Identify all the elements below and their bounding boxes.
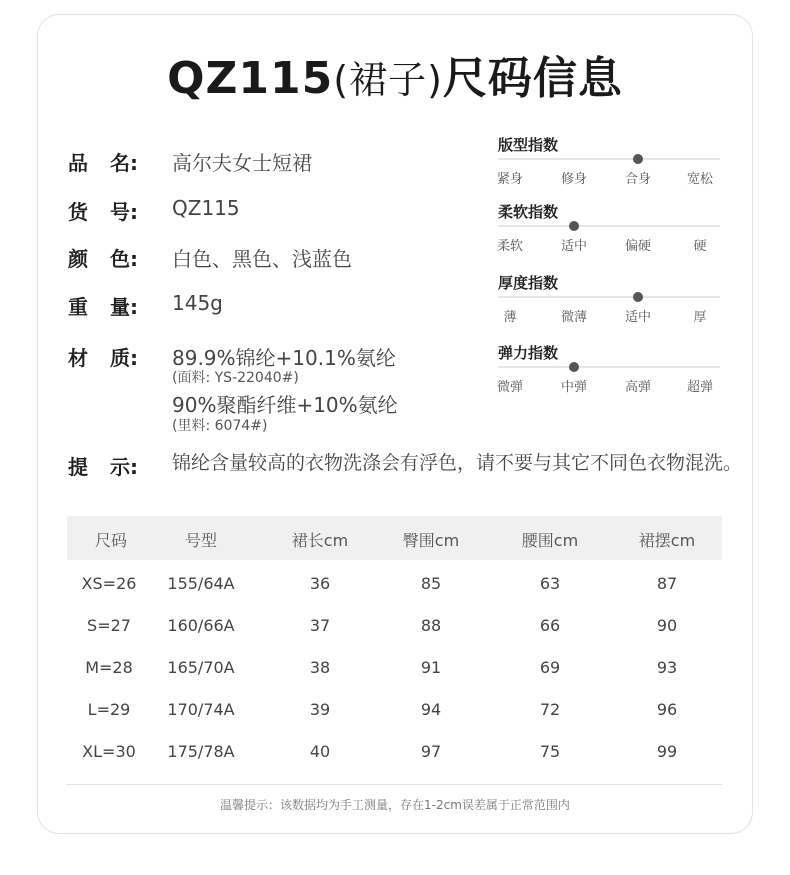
column-header: 号型 — [184, 531, 218, 550]
info-value: 145g — [172, 291, 223, 315]
info-value: 白色、黑色、浅蓝色 — [172, 247, 352, 271]
column-header: 腰围cm — [521, 531, 579, 550]
table-cell: 88 — [420, 616, 442, 635]
table-cell: 39 — [309, 700, 331, 719]
table-cell: 97 — [420, 742, 442, 761]
index-track — [498, 366, 720, 368]
table-cell: S=27 — [87, 616, 131, 635]
index-label: 适中 — [624, 310, 652, 325]
title-code: QZ115 — [167, 53, 334, 104]
table-cell: L=29 — [87, 700, 131, 719]
info-row-weight — [68, 291, 223, 320]
info-label: 提 示: — [68, 455, 138, 479]
table-cell: 85 — [420, 574, 442, 593]
info-row-color — [68, 243, 352, 272]
material-value-lining: 90%聚酯纤维+10%氨纶 — [172, 393, 398, 417]
index-track — [498, 158, 720, 160]
table-row — [67, 608, 722, 650]
info-label: 品 名: — [68, 151, 138, 175]
material-sub-shell: (面料: YS-22040#) — [172, 370, 299, 386]
table-cell: 38 — [309, 658, 331, 677]
table-cell: 72 — [539, 700, 561, 719]
material-value-shell: 89.9%锦纶+10.1%氨纶 — [172, 346, 396, 370]
index-track — [498, 225, 720, 227]
table-cell: XL=30 — [82, 742, 136, 761]
table-cell: 37 — [309, 616, 331, 635]
index-marker — [633, 154, 643, 164]
index-label: 偏硬 — [624, 239, 652, 254]
table-cell: 96 — [656, 700, 678, 719]
table-cell: 69 — [539, 658, 561, 677]
info-value: QZ115 — [172, 196, 240, 220]
info-value: 高尔夫女士短裙 — [172, 151, 312, 175]
tip-value: 锦纶含量较高的衣物洗涤会有浮色，请不要与其它不同色衣物混洗。 — [172, 452, 743, 474]
table-row — [67, 566, 722, 608]
column-header: 裙摆cm — [638, 531, 696, 550]
index-labels — [492, 168, 724, 188]
info-label: 材 质: — [68, 346, 138, 370]
size-table — [67, 516, 722, 776]
info-row-material — [68, 342, 398, 434]
index-label: 微弹 — [496, 380, 524, 395]
index-title: 柔软指数 — [498, 203, 559, 221]
table-cell: 94 — [420, 700, 442, 719]
index-title: 弹力指数 — [498, 344, 559, 362]
table-cell: 170/74A — [167, 700, 235, 719]
index-labels — [492, 376, 724, 396]
index-label: 修身 — [560, 172, 588, 187]
material-sub-lining: (里料: 6074#) — [172, 418, 268, 434]
table-row — [67, 650, 722, 692]
index-label: 薄 — [503, 310, 517, 325]
table-cell: 66 — [539, 616, 561, 635]
table-cell: 165/70A — [167, 658, 235, 677]
index-label: 硬 — [693, 239, 707, 254]
index-label: 合身 — [624, 172, 652, 187]
table-cell: 36 — [309, 574, 331, 593]
index-label: 柔软 — [496, 239, 524, 254]
info-label: 货 号: — [68, 200, 138, 224]
table-row — [67, 692, 722, 734]
index-labels — [492, 306, 724, 326]
column-header: 臀围cm — [402, 531, 460, 550]
table-cell: 87 — [656, 574, 678, 593]
index-label: 宽松 — [686, 172, 714, 187]
title-category: (裙子) — [333, 58, 443, 102]
table-cell: 160/66A — [167, 616, 235, 635]
table-cell: 75 — [539, 742, 561, 761]
index-title: 版型指数 — [498, 136, 559, 154]
info-row-tip — [68, 451, 152, 480]
index-label: 紧身 — [496, 172, 524, 187]
table-cell: 175/78A — [167, 742, 235, 761]
index-label: 厚 — [693, 310, 707, 325]
index-marker — [569, 221, 579, 231]
info-label: 重 量: — [68, 295, 138, 319]
column-header: 尺码 — [94, 531, 128, 550]
index-track — [498, 296, 720, 298]
index-label: 超弹 — [686, 380, 714, 395]
index-title: 厚度指数 — [498, 274, 559, 292]
table-header — [67, 516, 722, 560]
index-label: 微薄 — [560, 310, 588, 325]
table-cell: 90 — [656, 616, 678, 635]
measurement-note: 温馨提示：该数据均为手工测量，存在1-2cm误差属于正常范围内 — [220, 798, 570, 812]
info-label: 颜 色: — [68, 247, 138, 271]
index-marker — [569, 362, 579, 372]
index-label: 适中 — [560, 239, 588, 254]
index-label: 中弹 — [560, 380, 588, 395]
info-row-sku — [68, 196, 240, 225]
title-text: 尺码信息 — [442, 53, 623, 104]
table-cell: 155/64A — [167, 574, 235, 593]
table-divider — [67, 784, 722, 785]
table-cell: 40 — [309, 742, 331, 761]
table-cell: 91 — [420, 658, 442, 677]
index-marker — [633, 292, 643, 302]
info-row-name — [68, 147, 312, 176]
page-title — [0, 42, 790, 106]
index-labels — [492, 235, 724, 255]
table-cell: 63 — [539, 574, 561, 593]
index-label: 高弹 — [624, 380, 652, 395]
table-cell: 93 — [656, 658, 678, 677]
table-row — [67, 734, 722, 776]
column-header: 裙长cm — [291, 531, 349, 550]
table-cell: 99 — [656, 742, 678, 761]
table-cell: M=28 — [85, 658, 133, 677]
table-cell: XS=26 — [81, 574, 137, 593]
